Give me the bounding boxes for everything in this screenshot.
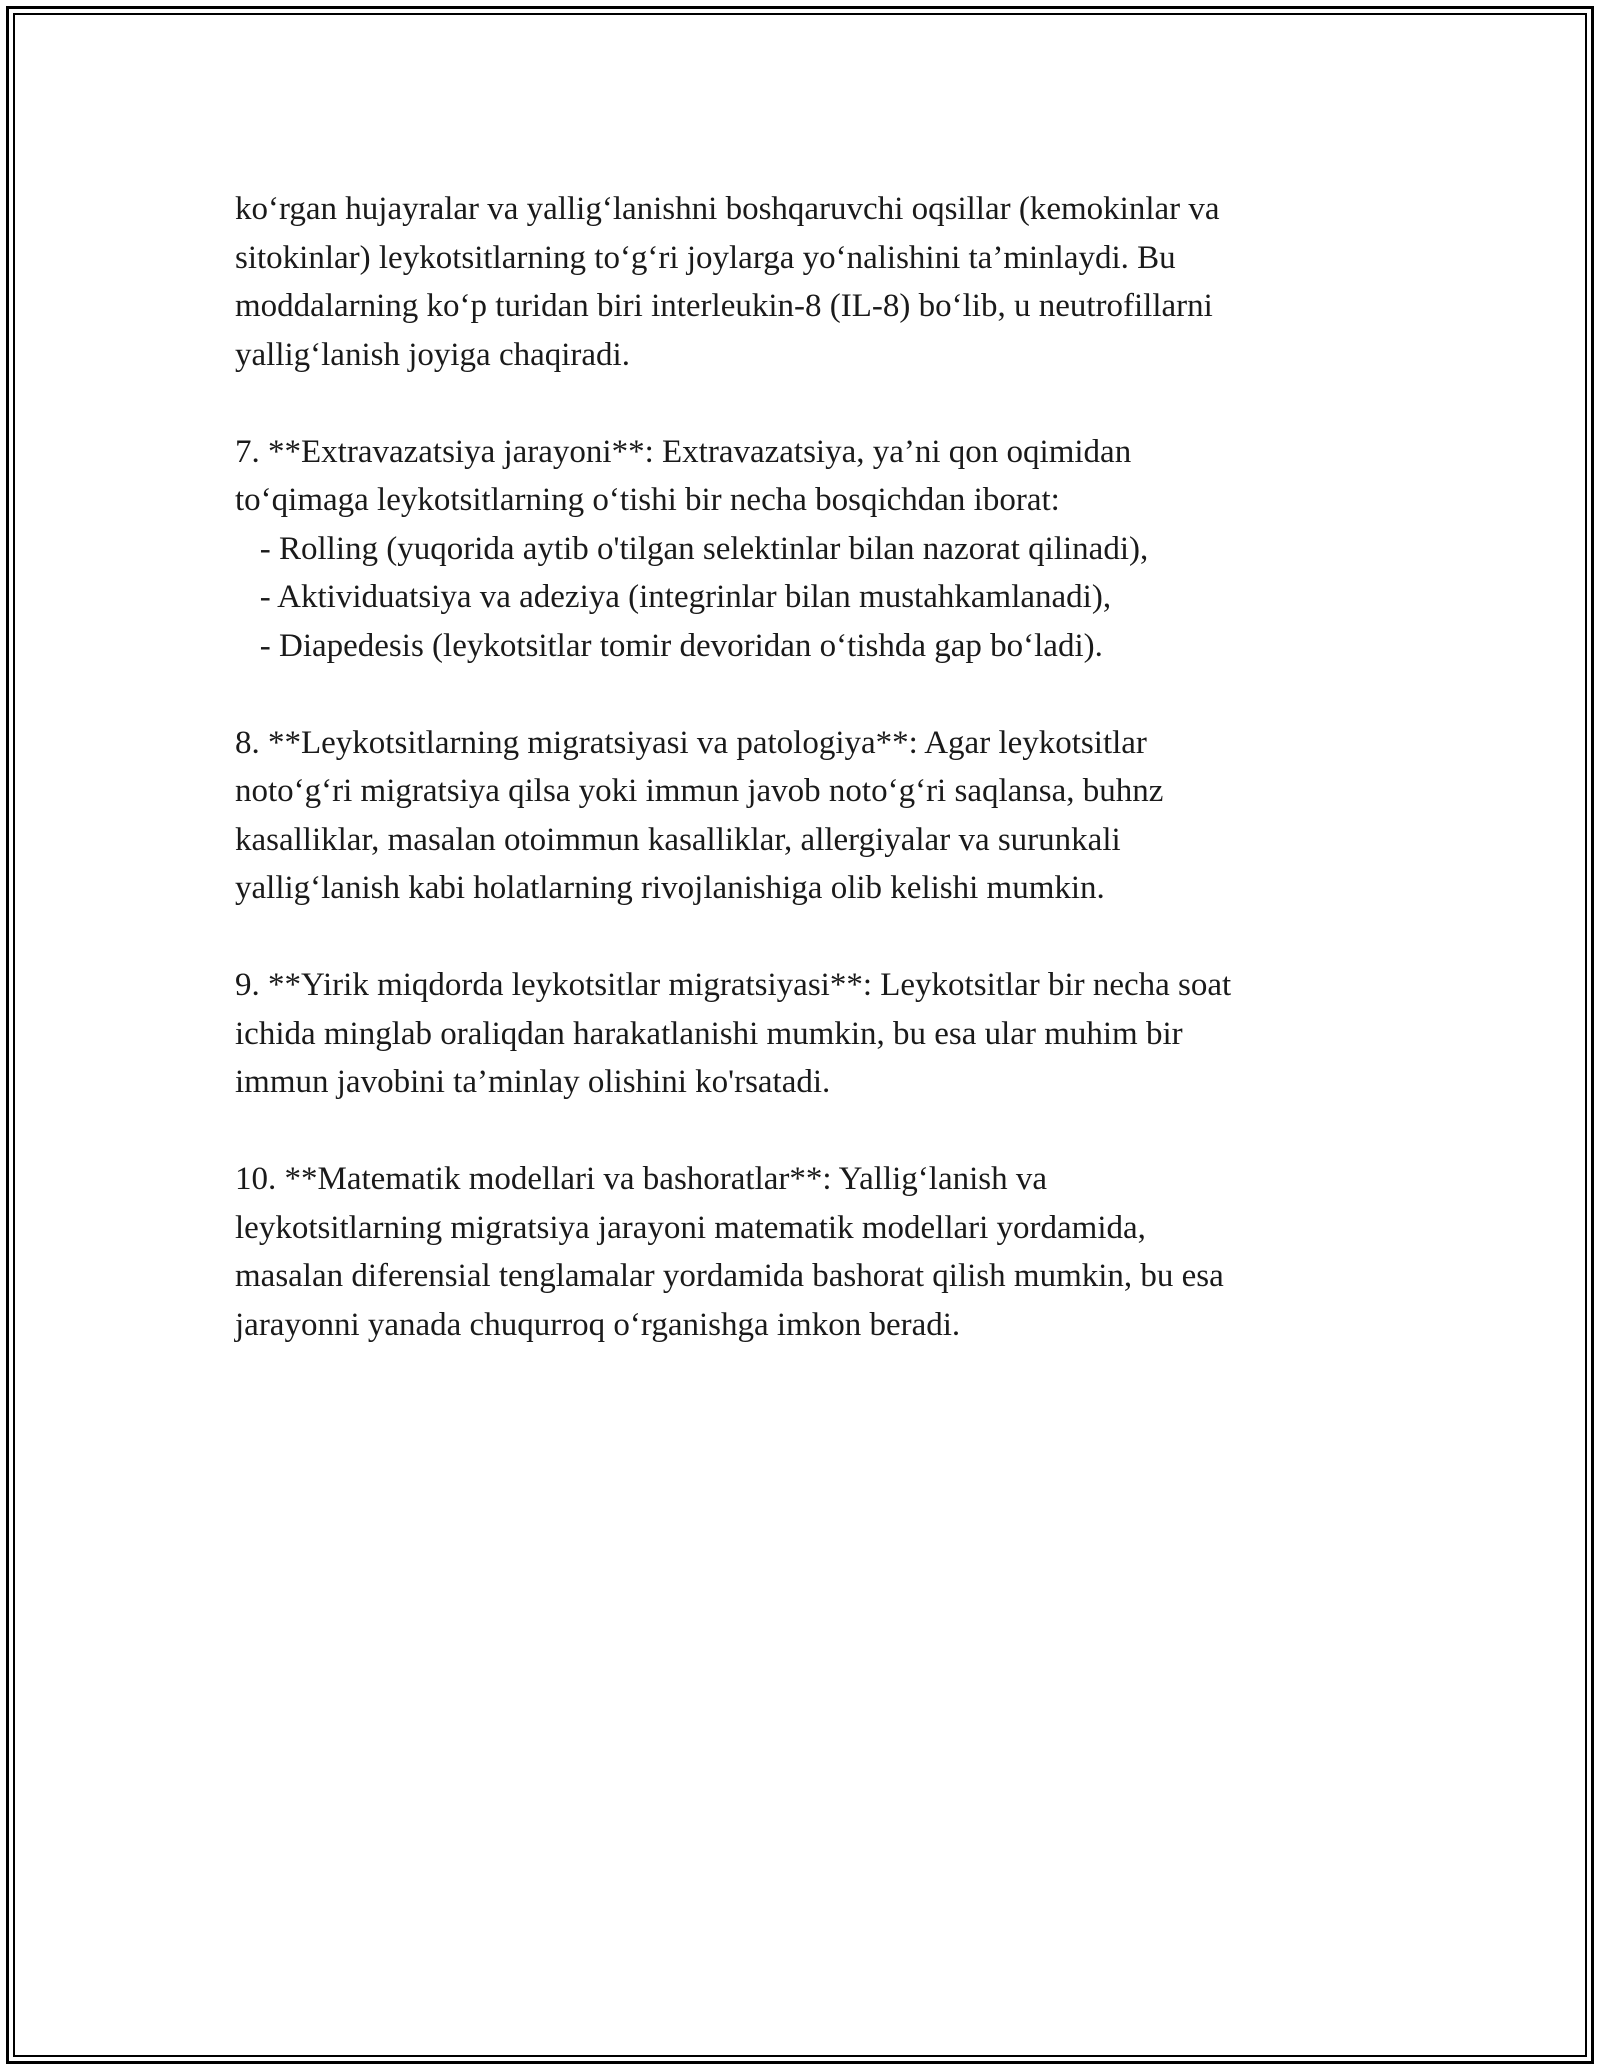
text-line: yallig‘lanish kabi holatlarning rivojlanishiga olib kelishi mumkin. bbox=[235, 870, 1105, 906]
document-body bbox=[235, 185, 1375, 1349]
text-line: 8. **Leykotsitlarning migratsiyasi va patologiya**: Agar leykotsitlar bbox=[235, 724, 1147, 761]
text-line: yallig‘lanish joyiga chaqiradi. bbox=[235, 336, 630, 373]
text-line: 7. **Extravazatsiya jarayoni**: Extravazatsiya, ya’ni qon oqimidan bbox=[235, 433, 1132, 470]
text-line: immun javobini ta’minlay olishini ko'rsatadi. bbox=[235, 1064, 831, 1100]
text-line: ko‘rgan hujayralar va yallig‘lanishni boshqaruvchi oqsillar (kemokinlar va bbox=[235, 191, 1220, 227]
text-line: noto‘g‘ri migratsiya qilsa yoki immun javob noto‘g‘ri saqlansa, buhnz bbox=[235, 773, 1164, 809]
text-line: jarayonni yanada chuqurroq o‘rganishga imkon beradi. bbox=[235, 1306, 961, 1343]
paragraph-item-9 bbox=[235, 961, 1375, 1107]
text-line: kasalliklar, masalan otoimmun kasalliklar, allergiyalar va surunkali bbox=[235, 821, 1121, 858]
text-line: 10. **Matematik modellari va bashoratlar**: Yallig‘lanish va bbox=[235, 1161, 1047, 1197]
paragraph-item-8 bbox=[235, 719, 1375, 913]
paragraph-gap bbox=[235, 670, 1375, 719]
list-bullet-line: - Rolling (yuqorida aytib o'tilgan selektinlar bilan nazorat qilinadi), bbox=[235, 530, 1149, 567]
list-bullet-line: - Aktividuatsiya va adeziya (integrinlar bilan mustahkamlanadi), bbox=[235, 579, 1112, 615]
paragraph-gap bbox=[235, 379, 1375, 428]
paragraph-gap bbox=[235, 1107, 1375, 1156]
paragraph-continuation bbox=[235, 185, 1375, 379]
paragraph-gap bbox=[235, 913, 1375, 962]
text-line: sitokinlar) leykotsitlarning to‘g‘ri joylarga yo‘nalishini ta’minlaydi. Bu bbox=[235, 239, 1176, 276]
text-line: leykotsitlarning migratsiya jarayoni matematik modellari yordamida, bbox=[235, 1209, 1146, 1246]
text-line: moddalarning ko‘p turidan biri interleukin-8 (IL-8) bo‘lib, u neutrofillarni bbox=[235, 288, 1213, 324]
paragraph-item-7 bbox=[235, 428, 1375, 671]
text-line: ichida minglab oraliqdan harakatlanishi mumkin, bu esa ular muhim bir bbox=[235, 1015, 1183, 1052]
text-line: to‘qimaga leykotsitlarning o‘tishi bir necha bosqichdan iborat: bbox=[235, 482, 1060, 518]
paragraph-item-10 bbox=[235, 1155, 1375, 1349]
text-line: masalan diferensial tenglamalar yordamida bashorat qilish mumkin, bu esa bbox=[235, 1258, 1224, 1294]
text-line: 9. **Yirik miqdorda leykotsitlar migratsiyasi**: Leykotsitlar bir necha soat bbox=[235, 967, 1232, 1003]
list-bullet-line: - Diapedesis (leykotsitlar tomir devoridan o‘tishda gap bo‘ladi). bbox=[235, 627, 1103, 664]
